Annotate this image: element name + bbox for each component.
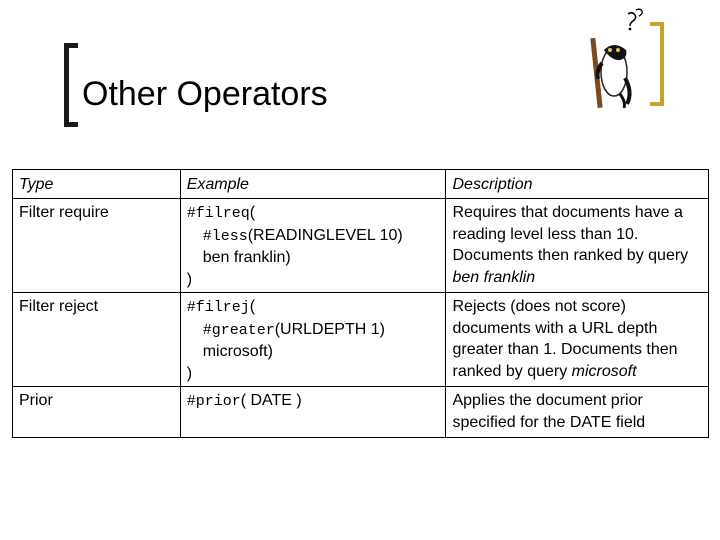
row-type: Filter require [13, 199, 181, 293]
row-description: Requires that documents have a reading level less than 10. Documents then ranked by query ben franklin [446, 199, 709, 293]
table-header-row [13, 170, 709, 199]
row-example: #prior( DATE ) [180, 387, 446, 438]
operator-code: #filrej [186, 299, 250, 316]
operator-code: #filreq [186, 205, 250, 222]
row-type: Prior [13, 387, 181, 438]
slide-title: Other Operators [82, 75, 328, 113]
title-bracket-right [650, 22, 664, 106]
operators-table [12, 169, 709, 438]
operator-code: #greater [202, 321, 275, 339]
operator-code: #prior [186, 393, 241, 410]
header-type: Type [13, 170, 181, 199]
row-description: Rejects (does not score) documents with a URL depth greater than 1. Documents then ranked by query microsoft [446, 293, 709, 387]
table-row [13, 293, 709, 387]
operator-code: #less [202, 227, 248, 245]
row-type: Filter reject [13, 293, 181, 387]
row-example: #filrej( #greater(URLDEPTH 1) microsoft) ) [180, 293, 446, 387]
title-bracket-left [64, 43, 78, 127]
row-example: #filreq( #less(READINGLEVEL 10) ben franklin) ) [180, 199, 446, 293]
row-description: Applies the document prior specified for the DATE field [446, 387, 709, 438]
header-description: Description [446, 170, 709, 199]
table-row [13, 387, 709, 438]
header-example: Example [180, 170, 446, 199]
table-row [13, 199, 709, 293]
